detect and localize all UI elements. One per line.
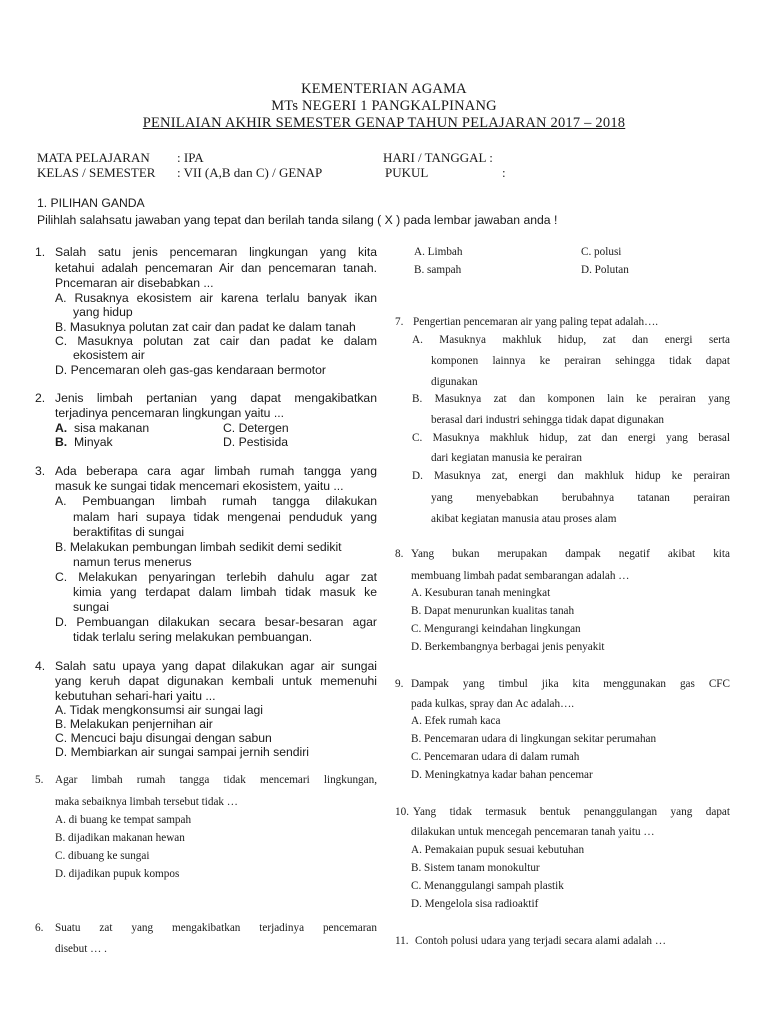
- question-stem: Contoh polusi udara yang terjadi secara alami adalah …: [415, 935, 667, 947]
- question-stem-line: terjadinya pencemaran lingkungan yaitu ...: [55, 406, 284, 420]
- question-number: 10.: [395, 806, 409, 818]
- option-b: B. Masuknya polutan zat cair dan padat ke dalam tanah: [55, 320, 356, 334]
- section-title: 1. PILIHAN GANDA: [37, 196, 145, 210]
- option-c-cont: kimia yang terdapat dalam limbah tidak masuk ke: [73, 585, 377, 599]
- option-b: B. sampah: [414, 264, 462, 276]
- option-b: Minyak: [74, 435, 113, 449]
- option-a: sisa makanan: [74, 421, 150, 435]
- option-a: A. Rusaknya ekosistem air karena terlalu banyak ikan: [55, 291, 377, 305]
- option-c: C. Menanggulangi sampah plastik: [411, 880, 564, 892]
- subject-label: MATA PELAJARAN: [37, 150, 150, 165]
- question-number: 1.: [35, 245, 46, 259]
- option-b: B. dijadikan makanan hewan: [55, 832, 185, 844]
- option-b-cont: berasal dari industri sehingga tidak dapat digunakan: [431, 414, 665, 426]
- option-b: B. Masuknya zat dan komponen lain ke perairan yang: [412, 393, 730, 405]
- question-stem-line: disebut … .: [55, 943, 107, 955]
- class-value: : VII (A,B dan C) / GENAP: [177, 165, 323, 180]
- option-b: B. Melakukan pembungan limbah sedikit demi sedikit: [55, 540, 342, 554]
- option-c: C. Masuknya makhluk hidup, zat dan energi yang berasal: [412, 432, 730, 444]
- section-instruction: Pilihlah salahsatu jawaban yang tepat dan berilah tanda silang ( X ) pada lembar jawaban anda !: [37, 213, 558, 227]
- option-d: D. Mengelola sisa radioaktif: [411, 898, 539, 910]
- question-stem-line: Salah satu upaya yang dapat dilakukan agar air sungai: [55, 659, 377, 673]
- option-c: C. polusi: [581, 246, 622, 258]
- class-label: KELAS / SEMESTER: [37, 165, 156, 180]
- option-b-cont: namun terus menerus: [73, 555, 192, 569]
- option-a-cont: malam hari supaya tidak mengenai penduduk yang: [73, 510, 377, 524]
- option-a-cont: digunakan: [431, 376, 478, 388]
- question-stem-line: Yang tidak termasuk bentuk penanggulangan yang dapat: [413, 806, 730, 818]
- option-c: C. Masuknya polutan zat cair dan padat ke dalam: [55, 334, 377, 348]
- option-a: A. di buang ke tempat sampah: [55, 814, 192, 826]
- question-stem-line: Ada beberapa cara agar limbah rumah tangga yang: [55, 464, 377, 478]
- school-title: MTs NEGERI 1 PANGKALPINANG: [271, 98, 497, 114]
- question-stem-line: pada kulkas, spray dan Ac adalah….: [411, 698, 575, 710]
- option-a: A. Pemakaian pupuk sesuai kebutuhan: [411, 844, 585, 856]
- option-a-cont: komponen lainnya ke perairan sehingga tidak dapat: [431, 355, 730, 367]
- option-a-key: A.: [55, 421, 68, 435]
- question-number: 9.: [395, 678, 404, 690]
- day-label: HARI / TANGGAL :: [383, 150, 493, 165]
- option-d: D. Pembuangan dilakukan secara besar-besaran agar: [55, 615, 377, 629]
- question-number: 3.: [35, 464, 46, 478]
- option-a-cont: beraktifitas di sungai: [73, 525, 185, 539]
- question-number: 2.: [35, 391, 46, 405]
- option-a: A. Pembuangan limbah rumah tangga dilakukan: [55, 494, 377, 508]
- question-stem: Pengertian pencemaran air yang paling tepat adalah….: [413, 316, 659, 328]
- question-number: 4.: [35, 659, 46, 673]
- option-c-cont: sungai: [73, 600, 109, 614]
- option-c: C. Melakukan penyaringan terlebih dahulu agar zat: [55, 570, 377, 584]
- option-b: B. Melakukan penjernihan air: [55, 717, 213, 731]
- question-stem-line: Pncemaran air disebabkan ...: [55, 276, 214, 290]
- time-label: PUKUL: [385, 165, 429, 180]
- exam-title: PENILAIAN AKHIR SEMESTER GENAP TAHUN PELAJARAN 2017 – 2018: [142, 115, 626, 131]
- ministry-title: KEMENTERIAN AGAMA: [301, 81, 467, 97]
- question-stem-line: Salah satu jenis pencemaran lingkungan yang kita: [55, 245, 377, 259]
- time-colon: :: [502, 165, 506, 180]
- option-d: D. Pestisida: [223, 435, 289, 449]
- question-number: 5.: [35, 774, 44, 786]
- question-stem-line: kebutuhan sehari-hari yaitu ...: [55, 689, 216, 703]
- question-stem-line: Suatu zat yang mengakibatkan terjadinya pencemaran: [55, 922, 377, 934]
- option-d: D. Masuknya zat, energi dan makhluk hidup ke perairan: [412, 470, 730, 482]
- option-c-cont: ekosistem air: [73, 348, 145, 362]
- option-a: A. Limbah: [414, 246, 463, 258]
- option-b: B. Dapat menurunkan kualitas tanah: [411, 605, 575, 617]
- question-number: 11.: [395, 935, 409, 947]
- option-a: A. Kesuburan tanah meningkat: [411, 587, 551, 599]
- option-d: D. Membiarkan air sungai sampai jernih sendiri: [55, 745, 310, 759]
- option-a: A. Tidak mengkonsumsi air sungai lagi: [55, 703, 263, 717]
- option-d: D. Meningkatnya kadar bahan pencemar: [411, 769, 593, 781]
- question-stem-line: ketahui adalah pencemaran Air dan pencemaran tanah.: [55, 261, 377, 275]
- option-d-cont: tidak terlalu sering melakukan pembuangan.: [73, 630, 313, 644]
- option-c: C. Mengurangi keindahan lingkungan: [411, 623, 581, 635]
- question-number: 6.: [35, 922, 44, 934]
- option-a: A. Efek rumah kaca: [411, 715, 501, 727]
- question-stem-line: maka sebaiknya limbah tersebut tidak …: [55, 796, 238, 808]
- question-stem-line: Dampak yang timbul jika kita menggunakan gas CFC: [411, 678, 730, 690]
- option-c: C. dibuang ke sungai: [55, 850, 150, 862]
- question-number: 8.: [395, 548, 404, 560]
- option-c: C. Detergen: [223, 421, 289, 435]
- question-stem-line: Agar limbah rumah tangga tidak mencemari lingkungan,: [55, 774, 377, 786]
- option-d: D. Polutan: [581, 264, 629, 276]
- option-a-cont: yang hidup: [73, 305, 133, 319]
- question-stem-line: masuk ke sungai tidak mencemari ekosistem, yaitu ...: [55, 479, 344, 493]
- option-c: C. Pencemaran udara di dalam rumah: [411, 751, 580, 763]
- option-d: D. Berkembangnya berbagai jenis penyakit: [411, 641, 605, 653]
- option-b: B. Pencemaran udara di lingkungan sekitar perumahan: [411, 733, 657, 745]
- subject-value: : IPA: [177, 150, 204, 165]
- option-a: A. Masuknya makhluk hidup, zat dan energi serta: [412, 334, 730, 346]
- option-c-cont: dari kegiatan manusia ke perairan: [431, 452, 582, 464]
- question-number: 7.: [395, 316, 404, 328]
- question-stem-line: Jenis limbah pertanian yang dapat mengakibatkan: [55, 391, 377, 405]
- option-d: D. Pencemaran oleh gas-gas kendaraan bermotor: [55, 363, 326, 377]
- question-stem-line: Yang bukan merupakan dampak negatif akibat kita: [411, 548, 730, 560]
- option-d: D. dijadikan pupuk kompos: [55, 868, 180, 880]
- option-d-cont: akibat kegiatan manusia atau proses alam: [431, 513, 617, 525]
- option-b: B. Sistem tanam monokultur: [411, 862, 540, 874]
- option-c: C. Mencuci baju disungai dengan sabun: [55, 731, 272, 745]
- question-stem-line: dilakukan untuk mencegah pencemaran tanah yaitu …: [411, 826, 655, 838]
- option-d-cont: yang menyebabkan berubahnya tatanan perairan: [431, 492, 730, 504]
- question-stem-line: membuang limbah padat sembarangan adalah …: [411, 570, 630, 582]
- question-stem-line: yang keruh dapat digunakan kembali untuk memenuhi: [55, 674, 377, 688]
- option-b-key: B.: [55, 435, 68, 449]
